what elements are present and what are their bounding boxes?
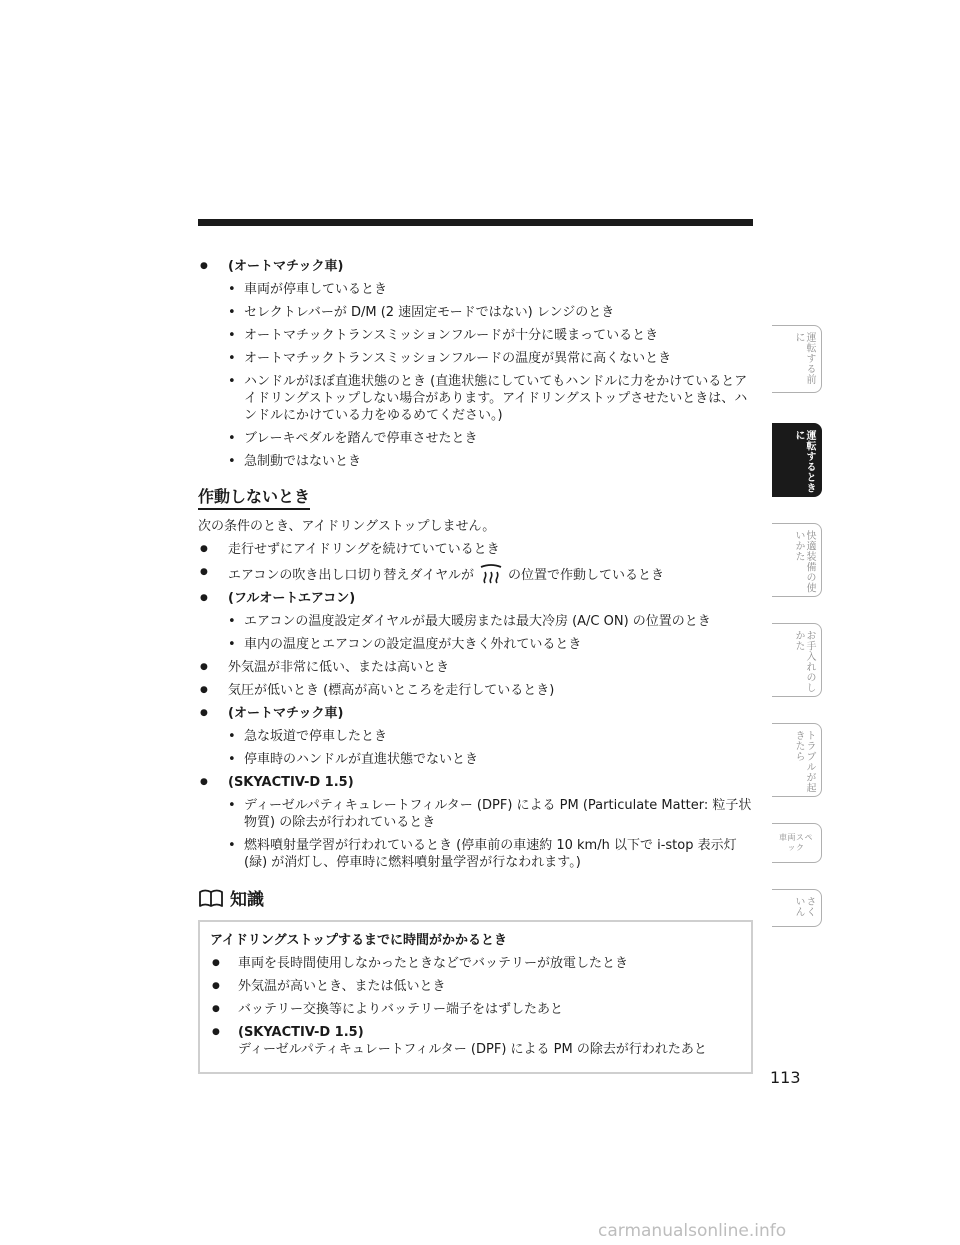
defroster-icon [478,564,504,584]
intro-text: 次の条件のとき、アイドリングストップしません。 [198,519,496,534]
list-text: エアコンの吹き出し口切り替えダイヤルが [228,568,474,583]
list-item: ● 外気温が非常に低い、または高いとき [198,659,753,676]
list-item-with-icon [198,564,753,584]
tab-specifications[interactable]: 車両スペック [772,823,822,863]
list-heading: ● (SKYACTIV-D 1.5) [198,774,753,791]
list-item: • ブレーキペダルを踏んで停車させたとき [198,430,753,447]
book-icon [198,887,224,914]
list-item: ● 走行せずにアイドリングを続けていているとき [198,541,753,558]
list-item: • 急な坂道で停車したとき [198,728,753,745]
list-item: • エアコンの温度設定ダイヤルが最大暖房または最大冷房 (A/C ON) の位置のとき [198,613,753,630]
list-item: • セレクトレバーが D/M (2 速固定モードではない) レンジのとき [198,304,753,321]
section-title: 作動しないとき [198,486,310,510]
list-item: • 燃料噴射量学習が行われているとき (停車前の車速約 10 km/h 以下で i-stop 表示灯 (緑) が消灯し、停車時に燃料噴射量学習が行なわれます。) [198,837,753,871]
main-content [198,258,753,1074]
list-text: ディーゼルパティキュレートフィルター (DPF) による PM の除去が行われたあと [238,1042,707,1057]
list-heading: ● (オートマチック車) [198,705,753,722]
list-item: • ハンドルがほぼ直進状態のとき (直進状態にしていてもハンドルに力をかけているとアイドリングストップしない場合があります。アイドリングストップさせたいときは、ハンドルにかけている力をゆるめてください。) [198,373,753,424]
list-item: • 急制動ではないとき [198,453,753,470]
list-heading: ● (フルオートエアコン) [198,590,753,607]
knowledge-box-title: アイドリングストップするまでに時間がかかるとき [210,933,508,948]
list-item: • オートマチックトランスミッションフルードが十分に暖まっているとき [198,327,753,344]
knowledge-title [198,887,753,914]
watermark: carmanualsonline.info [598,1221,787,1241]
tab-index[interactable]: さくいん [772,889,822,927]
list-heading: ● (SKYACTIV-D 1.5) [238,1025,364,1040]
knowledge-box [198,920,753,1074]
list-item: ● 車両を長時間使用しなかったときなどでバッテリーが放電したとき [210,955,741,972]
tab-troubleshooting[interactable]: トラブルが起きたら [772,723,822,797]
list-item: ● 気圧が低いとき (標高が高いところを走行しているとき) [198,682,753,699]
page-number: 113 [770,1068,801,1087]
list-item [210,1024,741,1058]
tab-maintenance[interactable]: お手入れのしかた [772,623,822,697]
list-text: の位置で作動しているとき [507,568,664,583]
list-item: ● 外気温が高いとき、または低いとき [210,978,741,995]
tab-comfort-features[interactable]: 快適装備の使いかた [772,523,822,597]
tab-before-driving[interactable]: 運転する前に [772,325,822,393]
knowledge-heading: 知識 [230,890,264,910]
list-item: • ディーゼルパティキュレートフィルター (DPF) による PM (Particulate Matter: 粒子状物質) の除去が行われているとき [198,797,753,831]
top-rule [198,219,753,226]
tab-while-driving[interactable]: 運転するときに [772,423,822,497]
list-item: • 車両が停車しているとき [198,281,753,298]
list-item: • オートマチックトランスミッションフルードの温度が異常に高くないとき [198,350,753,367]
list-heading: ● (オートマチック車) [198,258,753,275]
list-item: • 停車時のハンドルが直進状態でないとき [198,751,753,768]
list-item: ● バッテリー交換等によりバッテリー端子をはずしたあと [210,1001,741,1018]
list-item: • 車内の温度とエアコンの設定温度が大きく外れているとき [198,636,753,653]
